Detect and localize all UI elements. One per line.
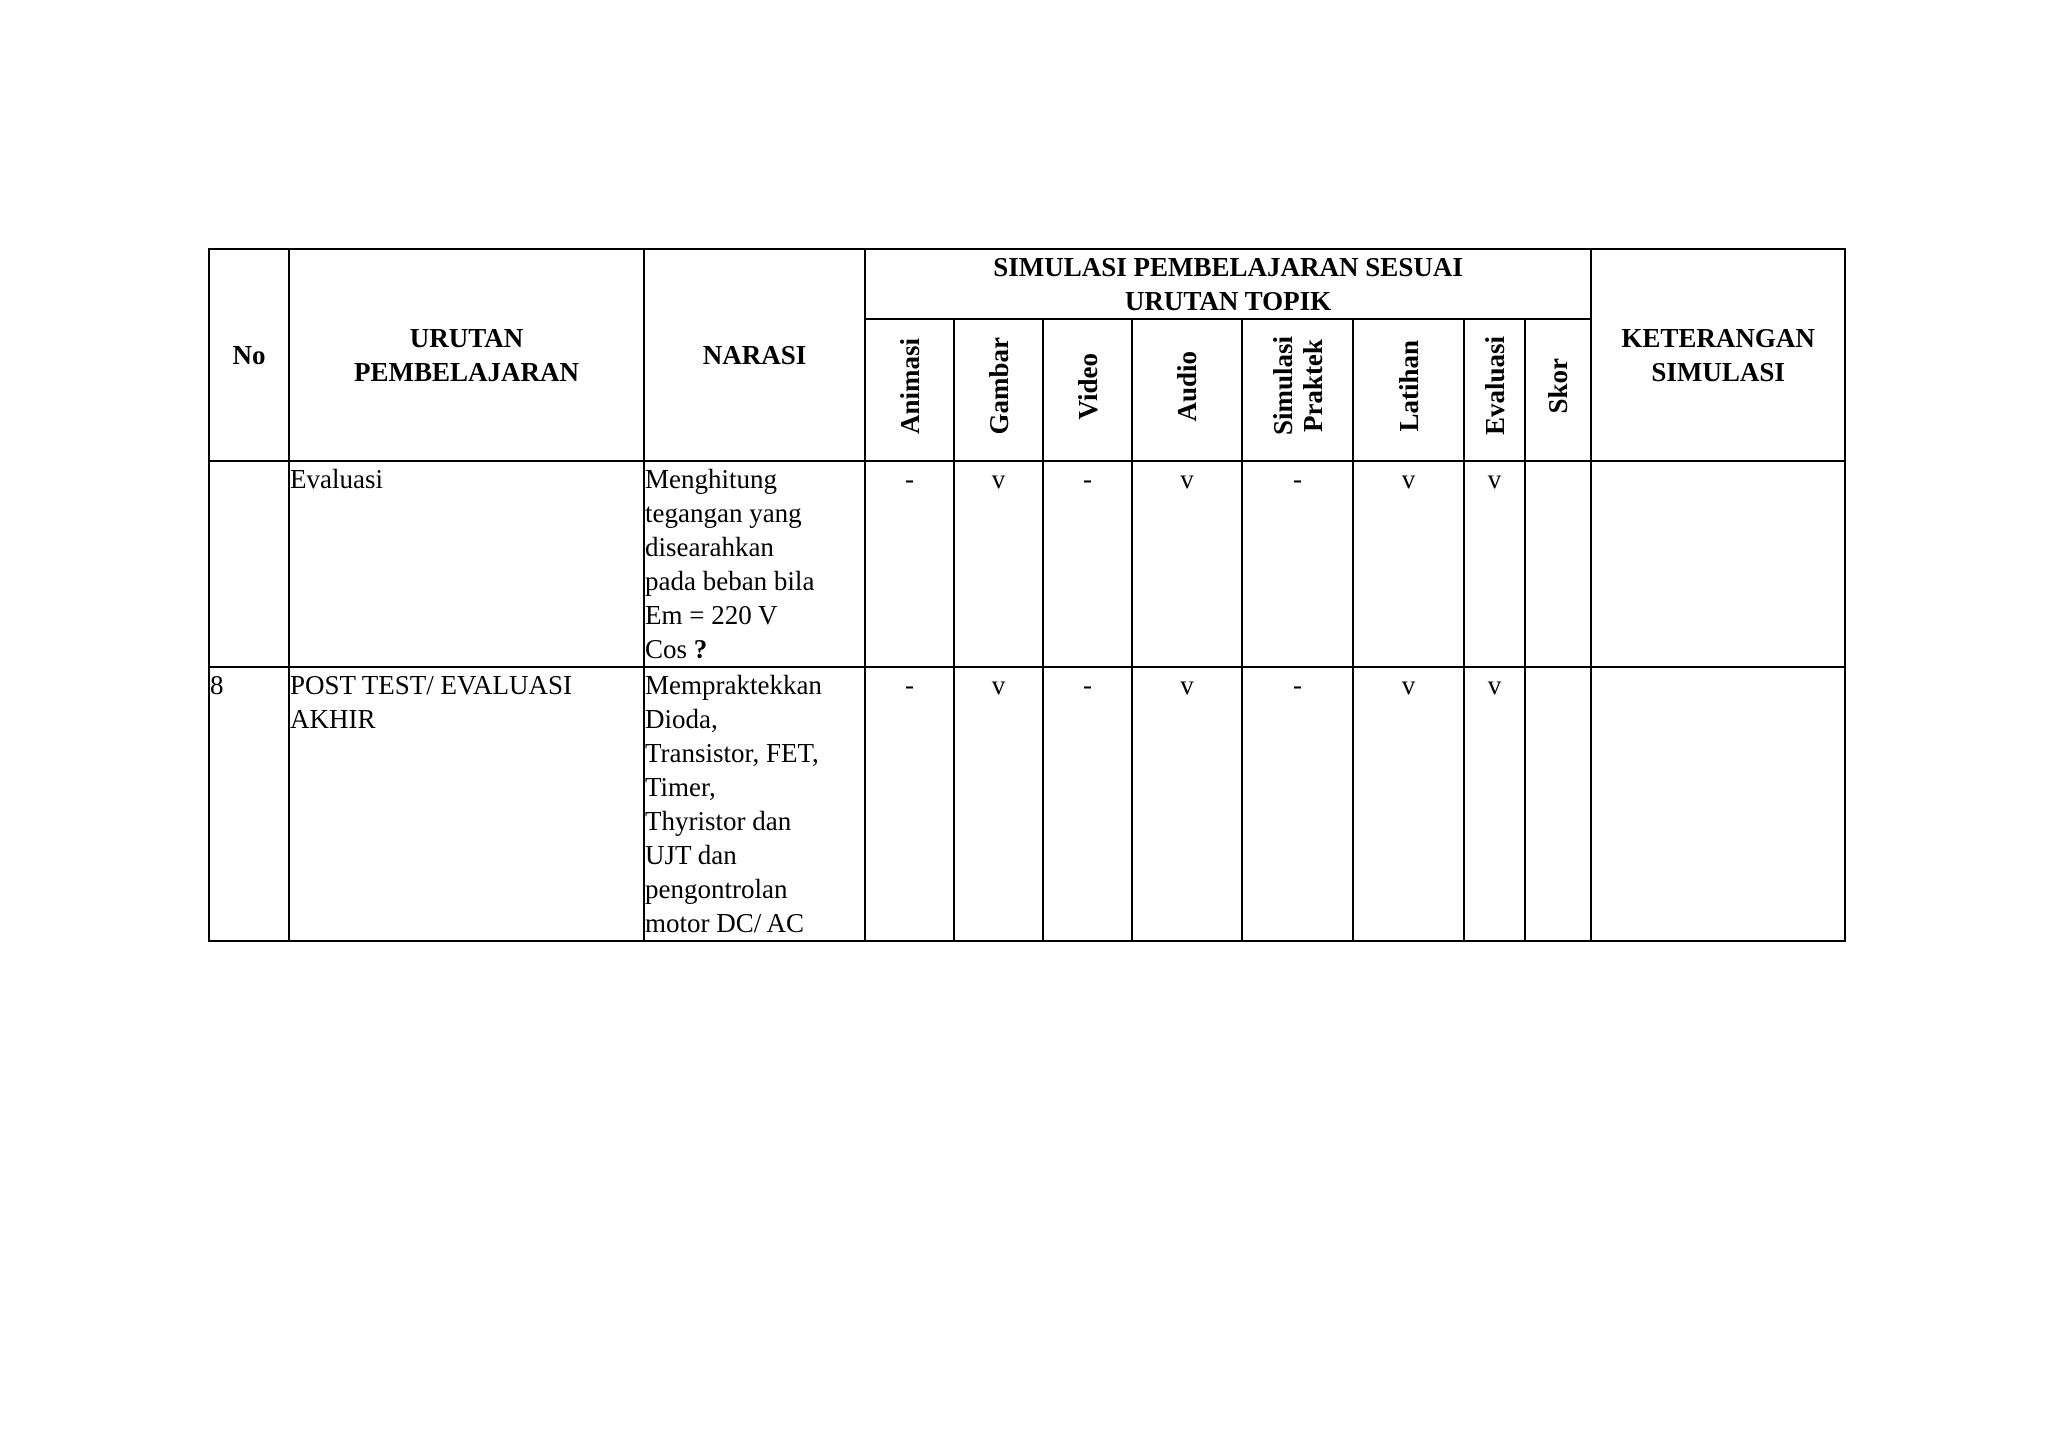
mark-gambar: v [954,667,1043,941]
narasi-line: Mempraktekkan [645,670,822,700]
header-keterangan-line2: SIMULASI [1651,357,1785,387]
mark-audio: v [1132,667,1242,941]
header-urutan-line2: PEMBELAJARAN [353,357,579,387]
header-no-label: No [232,340,266,370]
row-urutan [289,667,644,941]
narasi-line: Dioda, [645,704,718,734]
narasi-line: Timer, [645,772,716,802]
header-skor [1525,319,1591,461]
narasi-line: pengontrolan [645,874,788,904]
mark-skor [1525,461,1591,667]
narasi-line: Thyristor dan [645,806,792,836]
row-no [209,461,289,667]
narasi-line: tegangan yang [645,498,802,528]
narasi-symbol: ? [693,634,708,664]
header-keterangan [1591,249,1845,461]
row-narasi [644,667,865,941]
mark-simulasi-praktek: - [1242,461,1353,667]
narasi-line: Em = 220 V [645,600,778,630]
header-simulasi-group [865,249,1591,319]
header-simulasi-praktek [1242,319,1353,461]
mark-evaluasi: v [1464,461,1525,667]
header-urutan [289,249,644,461]
header-animasi [865,319,954,461]
header-video [1043,319,1132,461]
table-row [209,461,1845,667]
narasi-line: motor DC/ AC [645,908,805,938]
header-narasi [644,249,865,461]
mark-audio: v [1132,461,1242,667]
header-gambar [954,319,1043,461]
header-no [209,249,289,461]
mark-evaluasi: v [1464,667,1525,941]
header-gambar-label: Gambar [983,337,1014,435]
header-simulasi-praktek-label [1268,336,1328,435]
header-animasi-label: Animasi [894,337,925,435]
narasi-line: Transistor, FET, [645,738,819,768]
header-evaluasi [1464,319,1525,461]
narasi-line: disearahkan [645,532,774,562]
narasi-cos-text: Cos [645,634,688,664]
mark-skor [1525,667,1591,941]
header-skor-label: Skor [1543,358,1574,414]
header-narasi-label: NARASI [702,340,807,370]
header-audio [1132,319,1242,461]
mark-simulasi-praktek: - [1242,667,1353,941]
header-evaluasi-label: Evaluasi [1479,336,1510,436]
row-keterangan [1591,461,1845,667]
table-row [209,667,1845,941]
header-praktek-line: Praktek [1297,339,1328,433]
simulation-table [208,248,1846,942]
narasi-line: pada beban bila [645,566,815,596]
header-keterangan-line1: KETERANGAN [1621,323,1815,353]
mark-latihan: v [1353,667,1464,941]
header-urutan-line1: URUTAN [409,323,524,353]
header-video-label: Video [1072,352,1103,420]
row-keterangan [1591,667,1845,941]
mark-animasi: - [865,667,954,941]
header-latihan [1353,319,1464,461]
header-row-top [209,249,1845,319]
mark-video: - [1043,667,1132,941]
header-group-line1: SIMULASI PEMBELAJARAN SESUAI [993,252,1463,282]
header-audio-label: Audio [1172,350,1202,422]
header-latihan-label: Latihan [1393,340,1424,432]
urutan-line: POST TEST/ EVALUASI [290,670,573,700]
row-narasi [644,461,865,667]
row-urutan: Evaluasi [289,461,644,667]
narasi-line: UJT dan [645,840,737,870]
mark-latihan: v [1353,461,1464,667]
narasi-line-cos [645,632,864,666]
mark-animasi: - [865,461,954,667]
header-simulasi-line: Simulasi [1267,336,1298,436]
narasi-line: Menghitung [645,464,777,494]
row-no: 8 [209,667,289,941]
urutan-line: AKHIR [290,704,376,734]
header-group-line2: URUTAN TOPIK [1124,286,1332,316]
mark-gambar: v [954,461,1043,667]
mark-video: - [1043,461,1132,667]
